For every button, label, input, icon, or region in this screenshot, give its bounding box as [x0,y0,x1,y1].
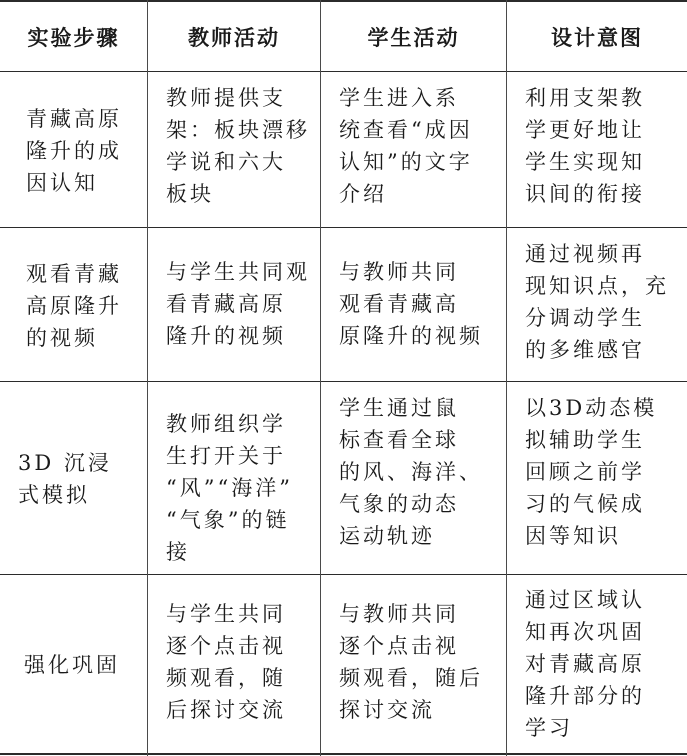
row-1-intent: 利用支架教 学更好地让 学生实现知 识间的衔接 [525,86,645,206]
row-4-teacher: 与学生共同 逐个点击视 频观看，随 后探讨交流 [166,602,286,722]
row-2-step: 观看青藏 高原隆升 的视频 [26,261,122,350]
row-3-teacher: 教师组织学 生打开关于 “风”“海洋” “气象”的链接 [166,412,293,564]
table-bottom-rule [0,753,687,755]
header-design-intent: 设计意图 [551,24,643,50]
header-teacher-activity: 教师活动 [188,24,280,50]
row-2-student: 与教师共同 观看青藏高 原隆升的视频 [339,260,483,348]
header-step: 实验步骤 [27,24,120,50]
row-4-intent: 通过区域认 知再次巩固 对青藏高原 隆升部分的 学习 [525,588,645,740]
row-4-step: 强化巩固 [24,653,120,677]
row-3-step: 3D 沉浸 式模拟 [18,451,112,507]
row-1-teacher: 教师提供支 架：板块漂移 学说和六大 板块 [166,86,310,206]
row-4-student: 与教师共同 逐个点击视 频观看，随后 探讨交流 [339,602,483,722]
row-1-student: 学生进入系 统查看“成因 认知”的文字 介绍 [339,86,473,206]
row-3-intent: 以3D动态模 拟辅助学生 回顾之前学 习的气候成 因等知识 [525,396,658,548]
header-student-activity: 学生活动 [367,24,460,50]
row-3-student: 学生通过鼠 标查看全球 的风、海洋、 气象的动态 运动轨迹 [339,396,483,548]
row-2-teacher: 与学生共同观 看青藏高原 隆升的视频 [166,260,310,348]
row-1-step: 青藏高原 隆升的成 因认知 [26,106,122,195]
row-2-intent: 通过视频再 现知识点，充 分调动学生 的多维感官 [525,242,669,362]
